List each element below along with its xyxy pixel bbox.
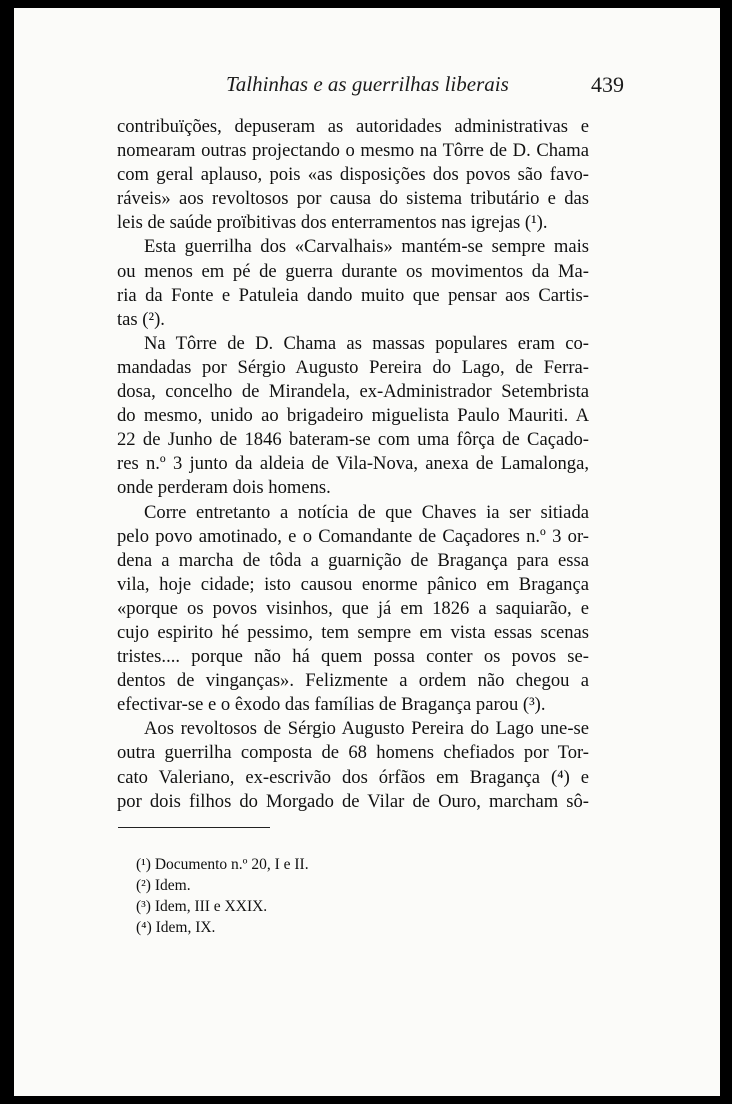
- body-line: cujo espirito hé pessimo, tem sempre em vista essas scenas: [117, 621, 589, 643]
- body-line: outra guerrilha composta de 68 homens chefiados por Tor-: [117, 742, 589, 764]
- body-line: «porque os povos visinhos, que já em 1826 a saquiarão, e: [117, 597, 589, 619]
- body-line: dosa, concelho de Mirandela, ex-Administrador Setembrista: [117, 381, 589, 403]
- body-line: onde perderam dois homens.: [117, 477, 331, 499]
- body-line: Aos revoltosos de Sérgio Augusto Pereira do Lago une-se: [144, 718, 589, 740]
- body-line: res n.º 3 junto da aldeia de Vila-Nova, anexa de Lamalonga,: [117, 453, 589, 475]
- body-text: [117, 115, 589, 814]
- body-line: tristes.... porque não há quem possa conter os povos se-: [117, 646, 589, 668]
- body-line: ou menos em pé de guerra durante os movimentos da Ma-: [117, 260, 589, 282]
- body-line: efectivar-se e o êxodo das famílias de Bragança parou (³).: [117, 694, 546, 716]
- body-line: com geral aplauso, pois «as disposições dos povos são favo-: [117, 164, 589, 186]
- body-line: dena a marcha de tôda a guarnição de Bragança para essa: [117, 549, 589, 571]
- book-page: [14, 8, 720, 1096]
- footnotes: [136, 854, 309, 938]
- page-number: 439: [591, 72, 624, 97]
- body-line: dentos de vinganças». Felizmente a ordem não chegou a: [117, 670, 589, 692]
- body-line: vila, hoje cidade; isto causou enorme pânico em Bragança: [117, 573, 589, 595]
- footnote: (³) Idem, III e XXIX.: [136, 898, 268, 915]
- body-line: mandadas por Sérgio Augusto Pereira do Lago, de Ferra-: [117, 356, 589, 378]
- body-line: 22 de Junho de 1846 bateram-se com uma fôrça de Caçado-: [117, 429, 589, 451]
- page-header: [114, 72, 624, 108]
- body-line: tas (²).: [117, 308, 165, 330]
- body-line: ria da Fonte e Patuleia dando muito que pensar aos Cartis-: [117, 284, 589, 306]
- body-line: pelo povo amotinado, e o Comandante de Caçadores n.º 3 or-: [117, 525, 589, 547]
- footnote-rule: [118, 827, 270, 828]
- body-line: leis de saúde proïbitivas dos enterramentos nas igrejas (¹).: [117, 212, 548, 234]
- body-line: Corre entretanto a notícia de que Chaves ia ser sitiada: [144, 501, 589, 523]
- body-line: contribuïções, depuseram as autoridades administrativas e: [117, 116, 589, 137]
- running-title: Talhinhas e as guerrilhas liberais: [226, 72, 509, 96]
- body-line: do mesmo, unido ao brigadeiro miguelista Paulo Mauriti. A: [117, 405, 589, 427]
- footnote: (²) Idem.: [136, 877, 191, 894]
- footnote: (¹) Documento n.º 20, I e II.: [136, 856, 309, 873]
- body-line: cato Valeriano, ex-escrivão dos órfãos em Bragança (⁴) e: [117, 766, 589, 788]
- body-line: Na Tôrre de D. Chama as massas populares eram co-: [144, 332, 589, 354]
- footnote: (⁴) Idem, IX.: [136, 919, 216, 936]
- body-line: Esta guerrilha dos «Carvalhais» mantém-se sempre mais: [144, 236, 589, 258]
- body-line: ráveis» aos revoltosos por causa do sistema tributário e das: [117, 188, 589, 210]
- body-line: por dois filhos do Morgado de Vilar de Ouro, marcham sô-: [117, 790, 589, 812]
- body-line: nomearam outras projectando o mesmo na Tôrre de D. Chama: [117, 140, 589, 162]
